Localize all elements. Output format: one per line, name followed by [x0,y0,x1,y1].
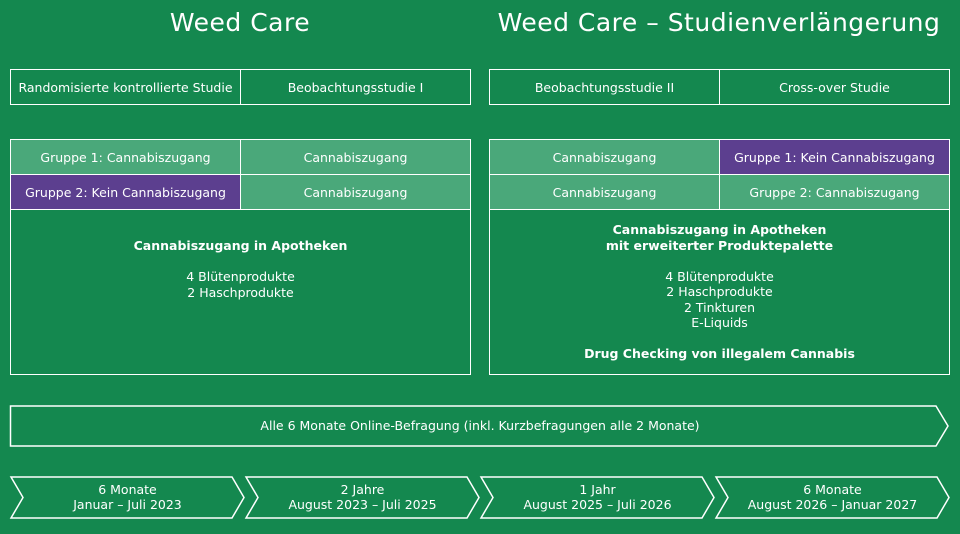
right-item: 2 Haschprodukte [666,284,773,299]
left-item: 2 Haschprodukte [187,284,294,300]
right-group2-access: Cannabiszugang [490,175,719,209]
timeline-period: August 2026 – Januar 2027 [747,497,918,512]
timeline-step-2 [246,482,479,512]
right-content-heading-1: Cannabiszugang in Apotheken [612,222,827,237]
right-item: 2 Tinkturen [683,299,756,315]
left-group2-label: Gruppe 2: Kein Cannabiszugang [11,175,240,209]
timeline-period: August 2023 – Juli 2025 [288,497,437,512]
timeline-duration: 1 Jahr [579,482,616,497]
right-content-heading-2: mit erweiterter Produktepalette [605,237,834,253]
right-group2-label: Gruppe 2: Cannabiszugang [719,175,949,209]
left-group1-label: Gruppe 1: Cannabiszugang [11,140,240,174]
study-randomized: Randomisierte kontrollierte Studie [18,79,233,95]
timeline-duration: 6 Monate [98,482,157,497]
timeline-duration: 2 Jahre [340,482,385,497]
timeline-step-3 [481,482,714,512]
timeline-step-1 [11,482,244,512]
left-group2-access: Cannabiszugang [240,175,470,209]
timeline-step-4 [716,482,949,512]
left-title: Weed Care [169,8,311,37]
timeline-period: Januar – Juli 2023 [73,497,182,512]
right-group1-access: Cannabiszugang [490,140,719,174]
right-item: 4 Blütenprodukte [665,268,774,284]
left-content-heading: Cannabiszugang in Apotheken [133,238,348,253]
study-crossover: Cross-over Studie [719,70,949,104]
study-observational-1: Beobachtungsstudie I [240,70,470,104]
study-observational-2: Beobachtungsstudie II [534,79,675,95]
right-content-footer: Drug Checking von illegalem Cannabis [584,346,855,361]
left-group1-access: Cannabiszugang [240,140,470,174]
timeline-duration: 6 Monate [803,482,862,497]
timeline-period: August 2025 – Juli 2026 [523,497,672,512]
right-item: E-Liquids [691,315,748,330]
survey-text: Alle 6 Monate Online-Befragung (inkl. Kurzbefragungen alle 2 Monate) [260,418,700,433]
right-title: Weed Care – Studienverlängerung [497,8,941,37]
left-item: 4 Blütenprodukte [186,269,295,284]
right-group1-label: Gruppe 1: Kein Cannabiszugang [719,140,949,174]
